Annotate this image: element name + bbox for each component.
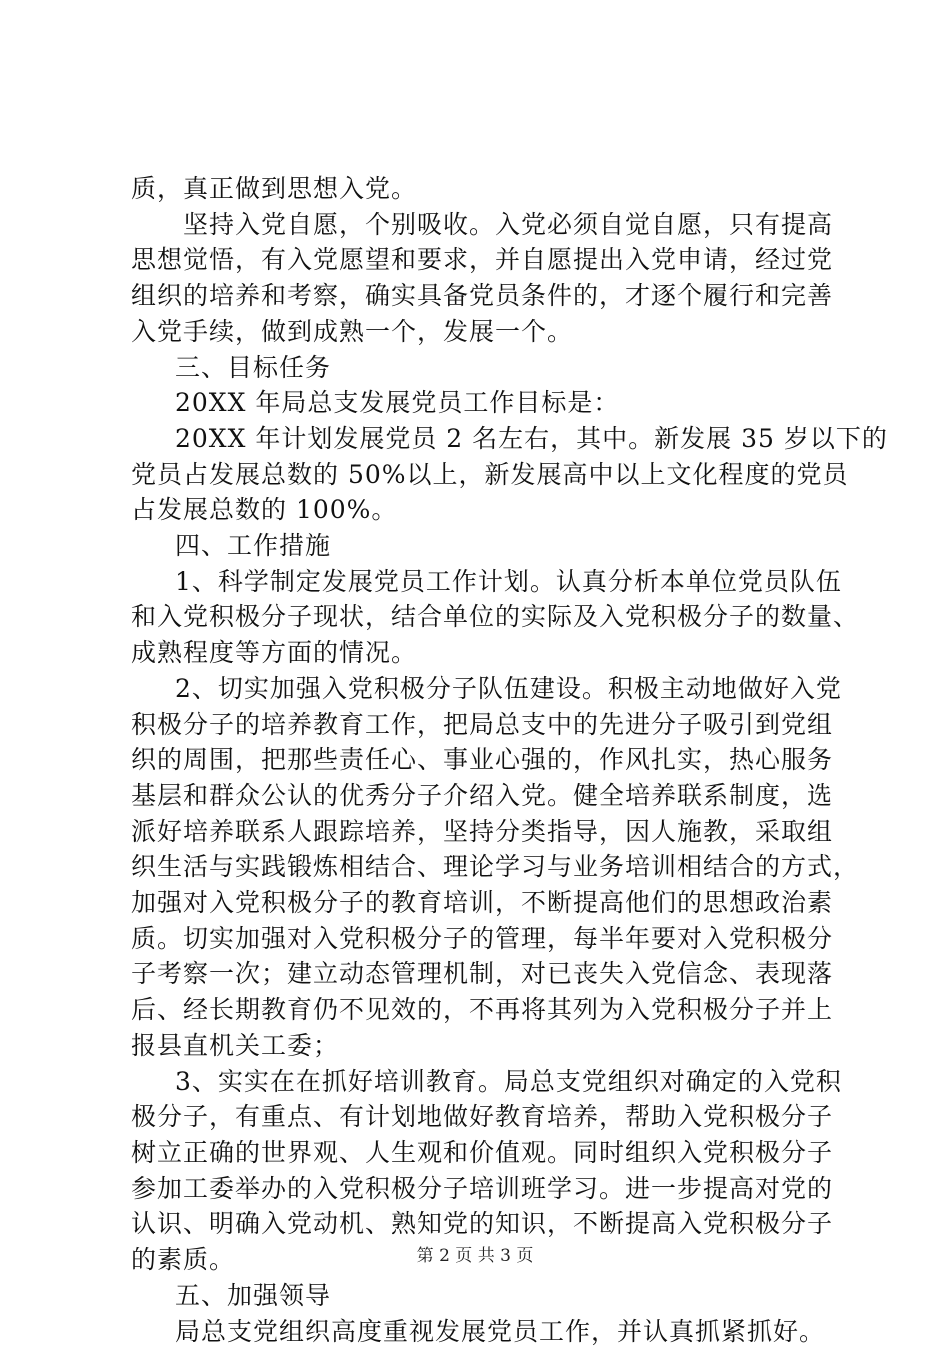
document-line: 入党手续，做到成熟一个，发展一个。 [131, 314, 831, 350]
document-line: 三、目标任务 [131, 350, 831, 386]
document-line: 加强对入党积极分子的教育培训，不断提高他们的思想政治素 [131, 885, 831, 921]
document-line: 思想觉悟，有入党愿望和要求，并自愿提出入党申请，经过党 [131, 242, 831, 278]
document-body [131, 171, 831, 1349]
document-line: 基层和群众公认的优秀分子介绍入党。健全培养联系制度，选 [131, 778, 831, 814]
document-line: 局总支党组织高度重视发展党员工作，并认真抓紧抓好。 [131, 1314, 831, 1349]
document-line: 积极分子的培养教育工作，把局总支中的先进分子吸引到党组 [131, 707, 831, 743]
document-line: 认识、明确入党动机、熟知党的知识，不断提高入党积极分子 [131, 1206, 831, 1242]
document-line: 坚持入党自愿，个别吸收。入党必须自觉自愿，只有提高 [131, 207, 831, 243]
document-line: 占发展总数的 100%。 [131, 492, 831, 528]
document-line: 派好培养联系人跟踪培养，坚持分类指导，因人施教，采取组 [131, 814, 831, 850]
page-footer: 第 2 页 共 3 页 [0, 1244, 950, 1268]
document-line: 织生活与实践锻炼相结合、理论学习与业务培训相结合的方式， [131, 849, 831, 885]
document-line: 质。切实加强对入党积极分子的管理，每半年要对入党积极分 [131, 921, 831, 957]
document-line: 的素质。 [131, 1242, 831, 1278]
document-line: 树立正确的世界观、人生观和价值观。同时组织入党积极分子 [131, 1135, 831, 1171]
document-line: 五、加强领导 [131, 1278, 831, 1314]
document-line: 党员占发展总数的 50%以上，新发展高中以上文化程度的党员 [131, 457, 831, 493]
document-line: 报县直机关工委； [131, 1028, 831, 1064]
document-line: 2、切实加强入党积极分子队伍建设。积极主动地做好入党 [131, 671, 831, 707]
document-line: 20XX 年计划发展党员 2 名左右，其中。新发展 35 岁以下的 [131, 421, 831, 457]
document-line: 成熟程度等方面的情况。 [131, 635, 831, 671]
document-line: 参加工委举办的入党积极分子培训班学习。进一步提高对党的 [131, 1171, 831, 1207]
document-line: 极分子，有重点、有计划地做好教育培养，帮助入党积极分子 [131, 1099, 831, 1135]
document-line: 和入党积极分子现状，结合单位的实际及入党积极分子的数量、 [131, 599, 831, 635]
document-line: 质，真正做到思想入党。 [131, 171, 831, 207]
document-line: 组织的培养和考察，确实具备党员条件的，才逐个履行和完善 [131, 278, 831, 314]
document-line: 四、工作措施 [131, 528, 831, 564]
document-line: 3、实实在在抓好培训教育。局总支党组织对确定的入党积 [131, 1064, 831, 1100]
document-line: 子考察一次；建立动态管理机制，对已丧失入党信念、表现落 [131, 956, 831, 992]
document-line: 20XX 年局总支发展党员工作目标是： [131, 385, 831, 421]
document-line: 织的周围，把那些责任心、事业心强的，作风扎实，热心服务 [131, 742, 831, 778]
document-line: 后、经长期教育仍不见效的，不再将其列为入党积极分子并上 [131, 992, 831, 1028]
document-line: 1、科学制定发展党员工作计划。认真分析本单位党员队伍 [131, 564, 831, 600]
